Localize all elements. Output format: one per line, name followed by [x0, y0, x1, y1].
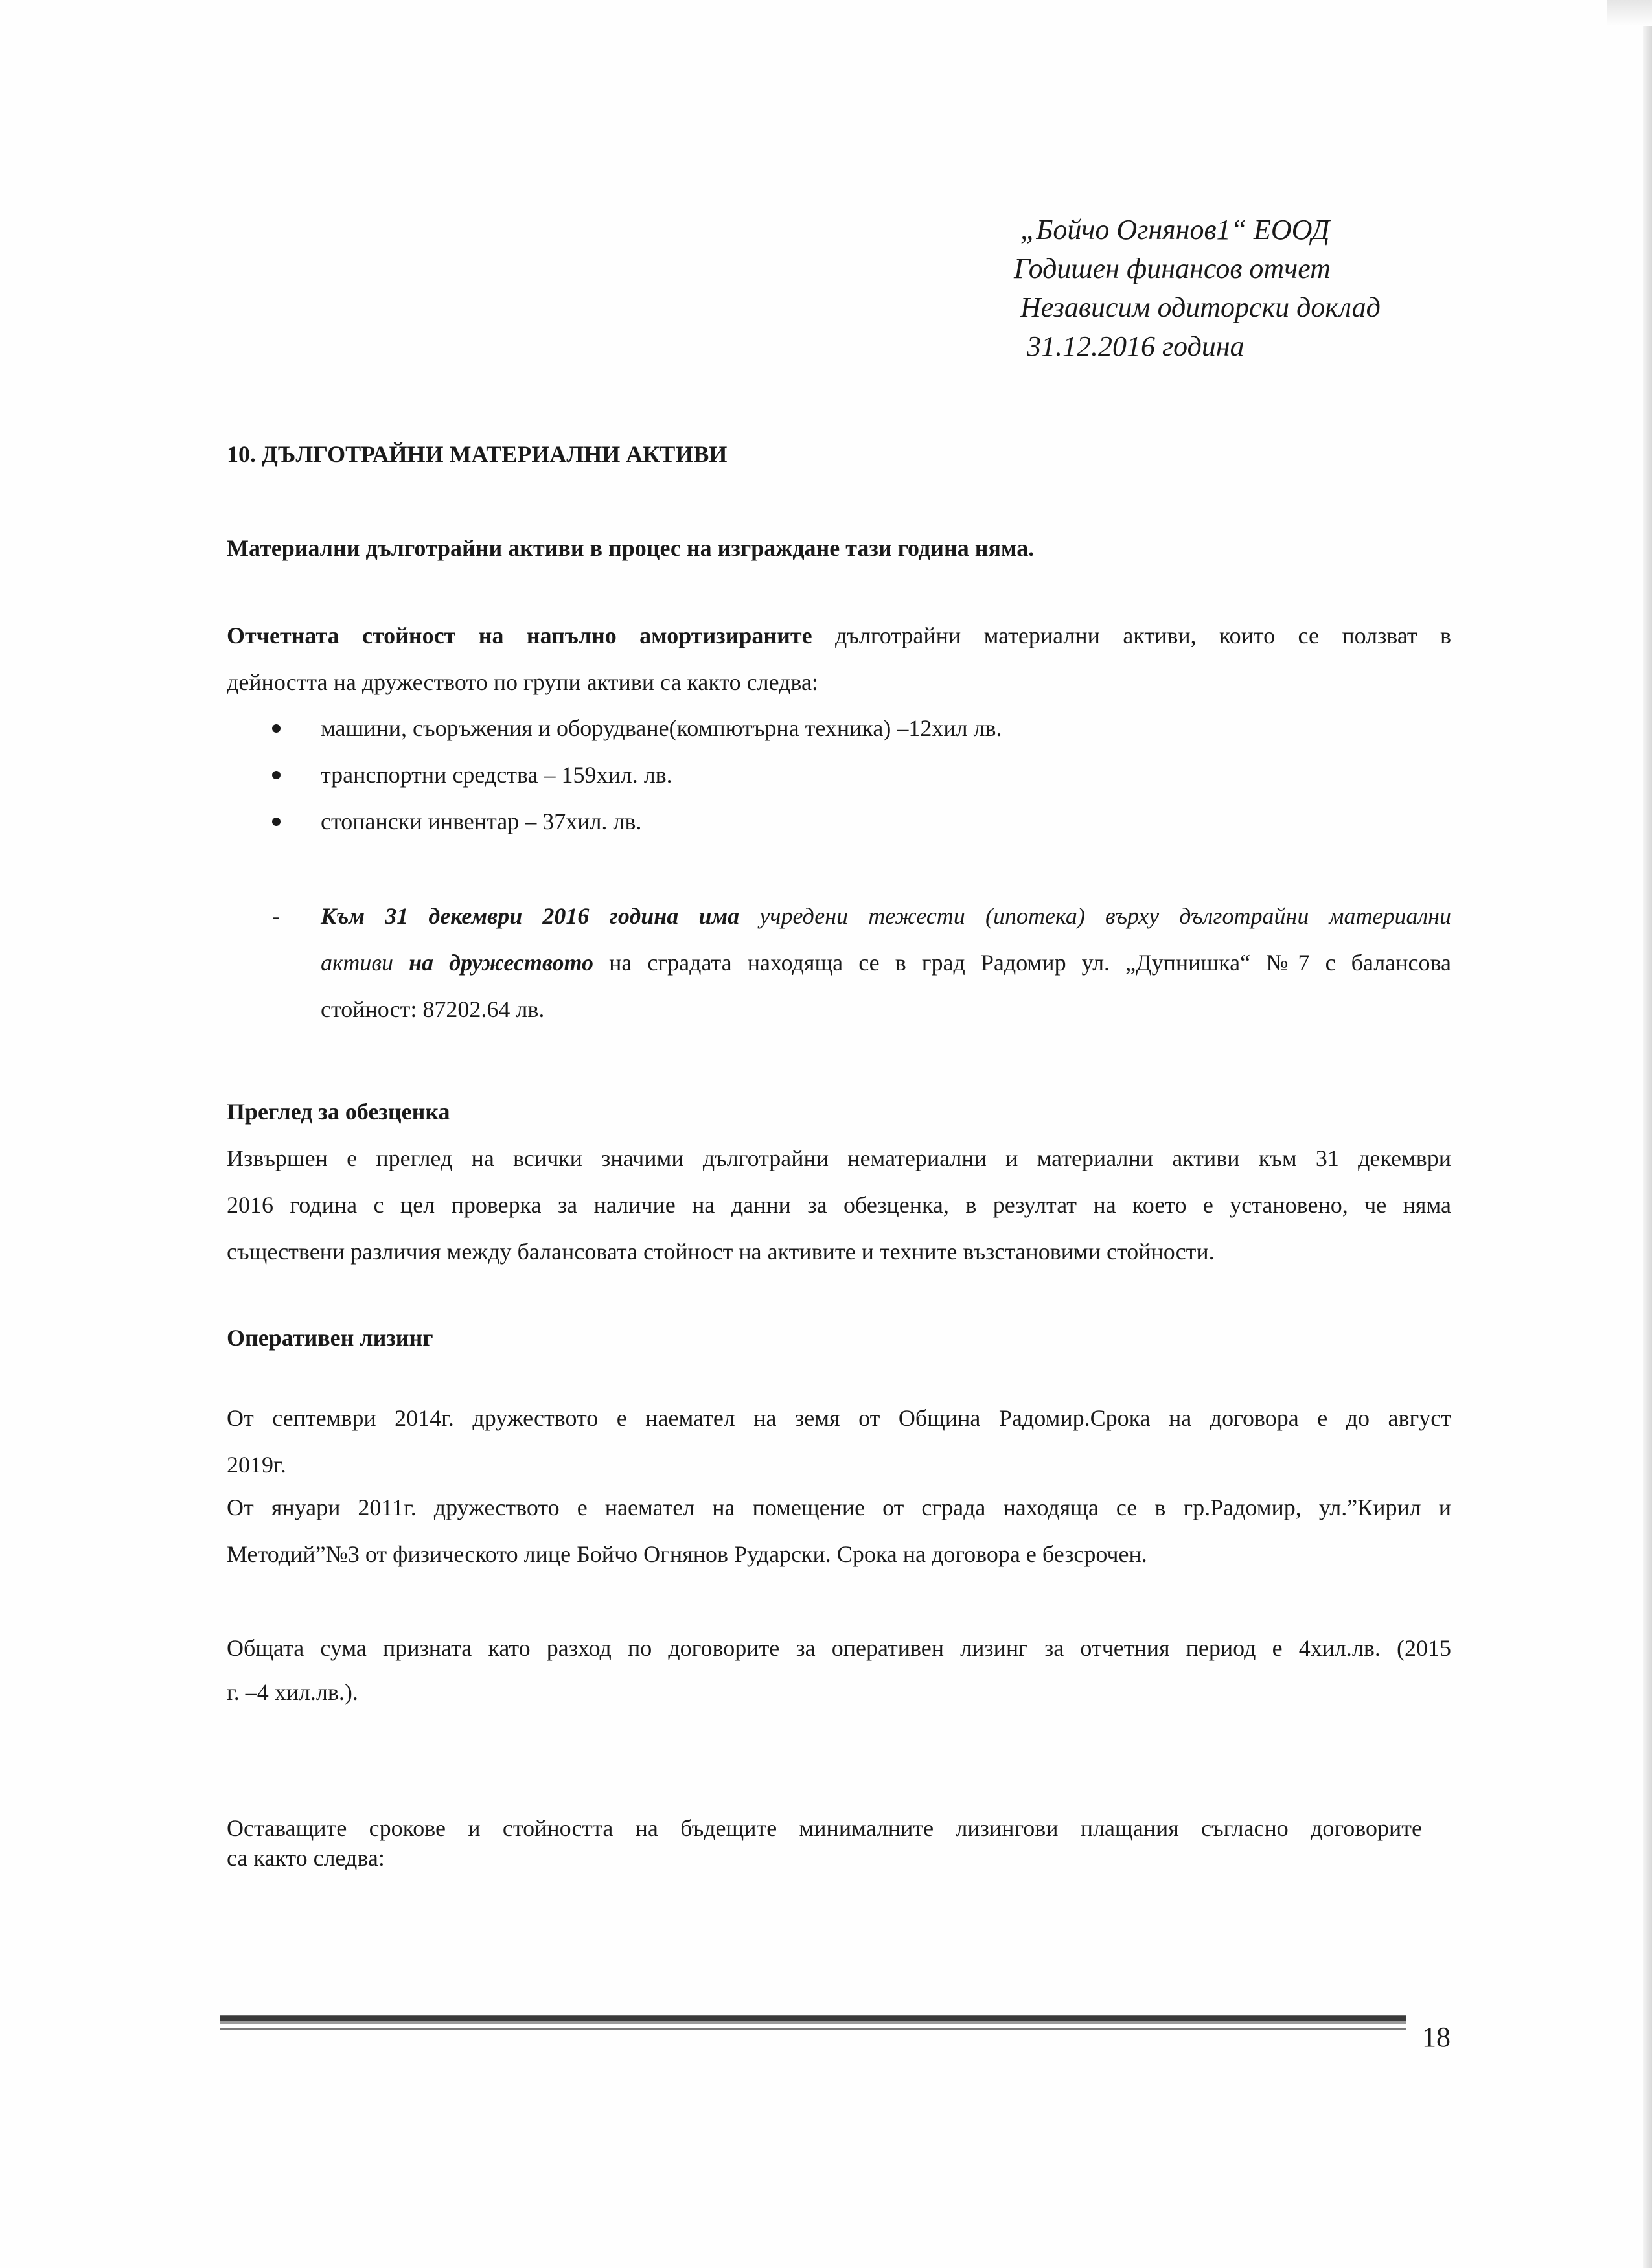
encumbrance-line-3: стойност: 87202.64 лв.	[321, 996, 545, 1022]
company-name: „Бойчо Огнянов1“ ЕООД	[1020, 214, 1330, 246]
depreciated-bold-lead: Отчетната стойност на напълно амортизираните	[227, 623, 812, 648]
footer-rule-thin	[220, 2028, 1406, 2030]
leasing-land-line-1: От септември 2014г. дружеството е наемател на земя от Община Радомир.Срока на договора е до август	[227, 1405, 1451, 1431]
impairment-title: Преглед за обезценка	[227, 1099, 450, 1125]
report-title: Годишен финансов отчет	[1014, 253, 1331, 284]
list-item	[227, 705, 1451, 751]
encumbrance-line-2: активи на дружеството на сградата находяща се в град Радомир ул. „Дупнишка“ №7 с балансова	[321, 950, 1451, 976]
report-date: 31.12.2016 година	[1027, 330, 1245, 362]
list-item	[227, 751, 1451, 798]
depreciated-line-1	[227, 612, 1451, 659]
list-item	[227, 798, 1451, 845]
encumbrance-item	[227, 893, 1451, 1033]
encumbrance-text	[321, 893, 1451, 1033]
leasing-remaining-line-1: Оставащите срокове и стойността на бъдещите минималните лизингови плащания съгласно договорите	[227, 1815, 1422, 1841]
depreciated-line-1-rest: дълготрайни материални активи, които се ползват в	[812, 623, 1451, 648]
list-item-text: транспортни средства – 159хил. лв.	[321, 762, 672, 788]
asset-group-list	[227, 705, 1451, 845]
section-title: 10. ДЪЛГОТРАЙНИ МАТЕРИАЛНИ АКТИВИ	[227, 441, 728, 467]
dash-icon: -	[272, 903, 280, 929]
leasing-total-line-1: Общата сума призната като разход по договорите за оперативен лизинг за отчетния период е 4хил.лв. (2015	[227, 1635, 1451, 1661]
leasing-title: Оперативен лизинг	[227, 1325, 433, 1351]
audit-report-label: Независим одиторски доклад	[1020, 292, 1381, 323]
list-item-text: машини, съоръжения и оборудване(компютърна техника) –12хил лв.	[321, 715, 1002, 741]
leasing-land-line-2: 2019г.	[227, 1452, 286, 1478]
bullet-icon	[272, 724, 281, 733]
depreciated-line-2: дейността на дружеството по групи активи са както следва:	[227, 669, 818, 695]
encumbrance-line-1: Към 31 декември 2016 година има учредени тежести (ипотека) върху дълготрайни материални	[321, 903, 1451, 929]
footer-rule	[220, 2015, 1406, 2024]
scan-edge	[1643, 0, 1652, 2268]
bullet-icon	[272, 771, 281, 779]
list-item-text: стопански инвентар – 37хил. лв.	[321, 808, 642, 834]
leasing-remaining-line-2: са както следва:	[227, 1845, 385, 1871]
bullet-icon	[272, 818, 281, 826]
leasing-total-line-2: г. –4 хил.лв.).	[227, 1679, 358, 1705]
page-number: 18	[1422, 2021, 1451, 2053]
impairment-line-2: 2016 година с цел проверка за наличие на данни за обезценка, в резултат на което е установено, че няма	[227, 1192, 1451, 1218]
leasing-premises-line-2: Методий”№3 от физическото лице Бойчо Огнянов Рударски. Срока на договора е безсрочен.	[227, 1541, 1147, 1567]
document-header	[1011, 211, 1542, 366]
impairment-line-3: съществени различия между балансовата стойност на активите и техните възстановими стойности.	[227, 1239, 1215, 1265]
no-construction-statement: Материални дълготрайни активи в процес на изграждане тази година няма.	[227, 535, 1035, 561]
scan-corner	[1607, 0, 1652, 26]
leasing-premises-line-1: От януари 2011г. дружеството е наемател на помещение от сграда находяща се в гр.Радомир, ул.”Кирил и	[227, 1495, 1451, 1520]
impairment-line-1: Извършен е преглед на всички значими дълготрайни нематериални и материални активи към 31 декември	[227, 1145, 1451, 1171]
